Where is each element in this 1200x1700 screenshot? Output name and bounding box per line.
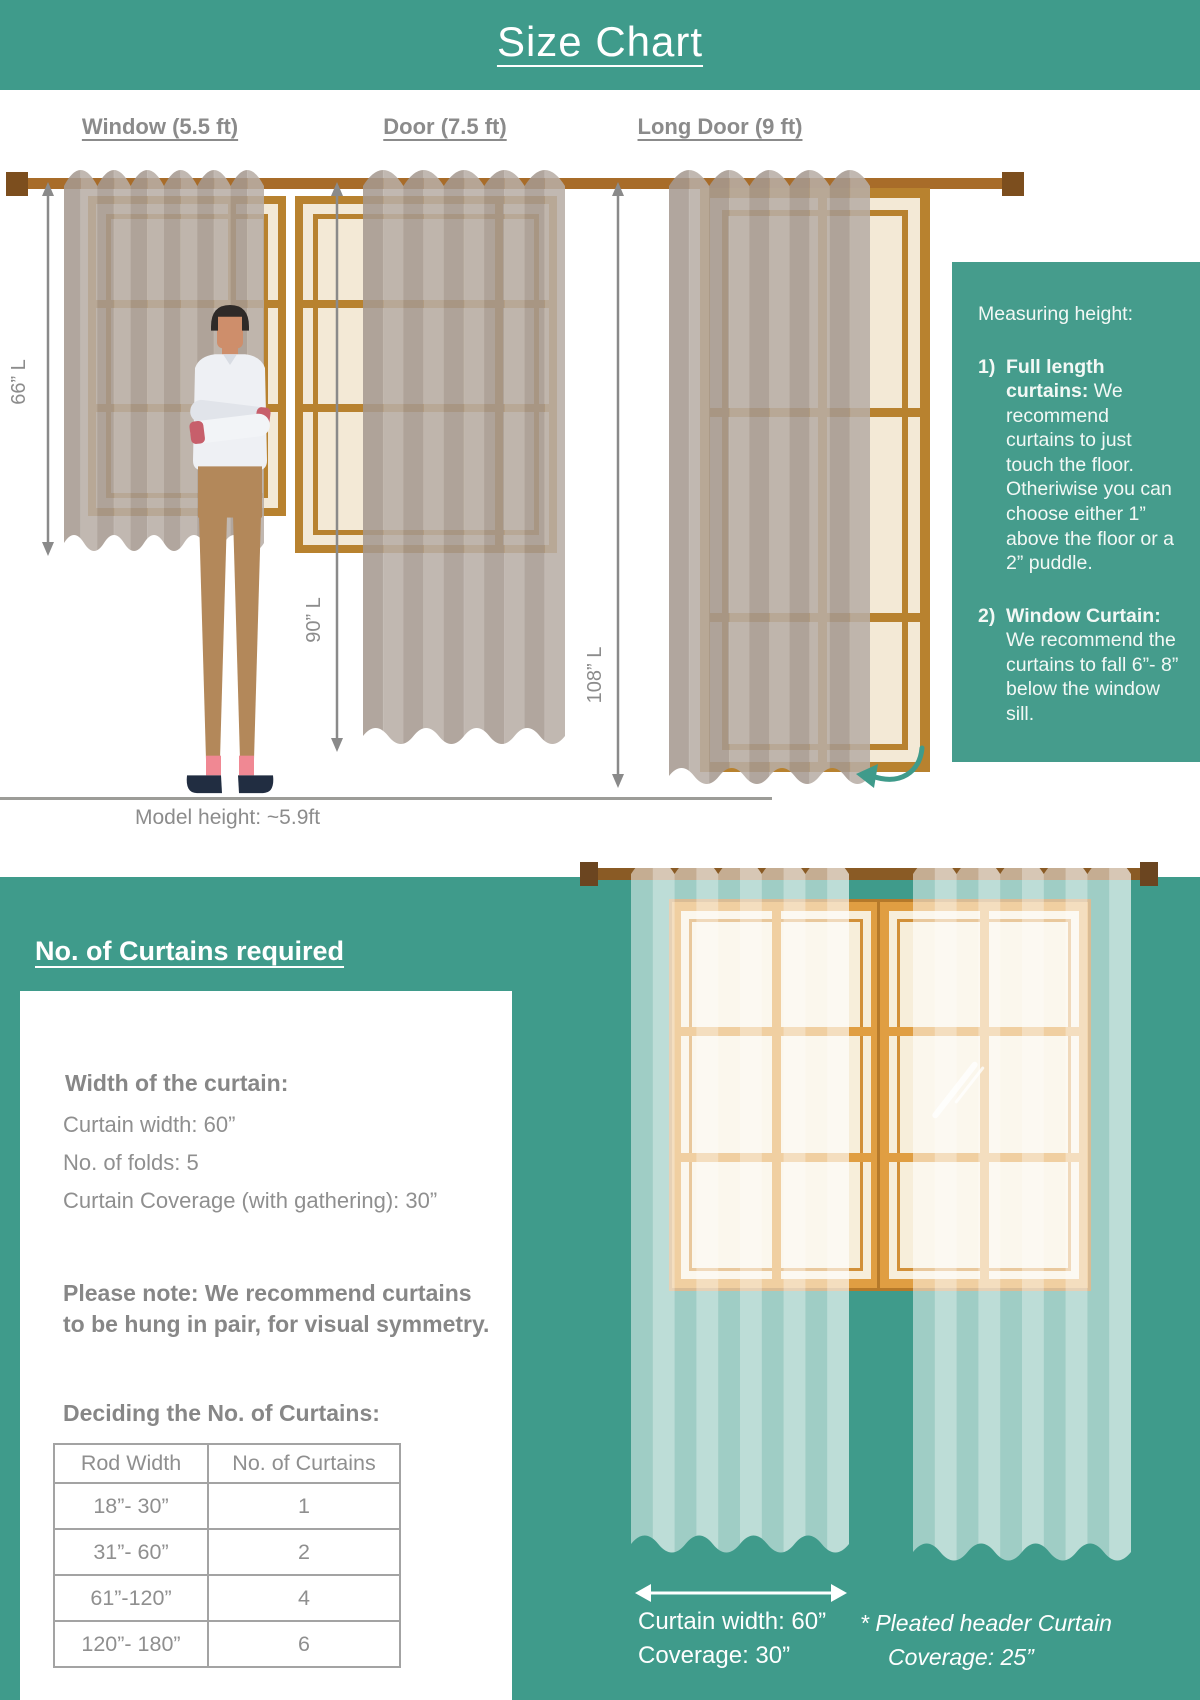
curved-arrow-icon	[852, 740, 926, 792]
curtain-door-90	[363, 166, 565, 750]
curtains-required-heading: No. of Curtains required	[35, 936, 345, 966]
floor-line	[0, 797, 772, 800]
table-title: Deciding the No. of Curtains:	[63, 1400, 380, 1426]
rod-width-cell: 18”- 30”	[54, 1483, 208, 1529]
measuring-box	[952, 262, 1200, 762]
curtain-count-cell: 6	[208, 1621, 400, 1667]
bottom-rod-finial-left	[580, 862, 598, 886]
table-row	[54, 1529, 400, 1575]
curtain-count-cell: 2	[208, 1529, 400, 1575]
measuring-title: Measuring height:	[978, 303, 1134, 325]
page-title: Size Chart	[496, 18, 704, 65]
item-2-text: We recommend the curtains to fall 6”- 8” below the window sill.	[1006, 629, 1179, 725]
spec-curtain-width: Curtain width: 60”	[63, 1112, 236, 1137]
height-arrow-66-icon	[39, 182, 57, 556]
rod-finial-right	[1002, 172, 1024, 196]
curtain-count-cell: 1	[208, 1483, 400, 1529]
figure-label-long-door: Long Door (9 ft)	[637, 114, 803, 139]
rod-finial-left	[6, 172, 28, 196]
rod-width-cell: 61”-120”	[54, 1575, 208, 1621]
height-label-108: 108” L	[584, 646, 606, 704]
sheer-curtain-left	[631, 854, 849, 1560]
curtain-count-cell: 4	[208, 1575, 400, 1621]
width-caption-line2: Coverage: 30”	[638, 1642, 791, 1669]
header-rod-width: Rod Width	[54, 1444, 208, 1483]
height-arrow-90-icon	[328, 182, 346, 752]
item-1-number: 1)	[978, 355, 996, 378]
spec-folds: No. of folds: 5	[63, 1150, 199, 1175]
model-illustration	[165, 305, 295, 797]
measuring-item-1	[978, 355, 1182, 576]
pleated-note-line2: Coverage: 25”	[888, 1644, 1034, 1670]
width-title: Width of the curtain:	[65, 1070, 289, 1096]
item-2-number: 2)	[978, 604, 996, 627]
sheer-curtain-right-pleated	[913, 854, 1131, 1568]
spec-coverage: Curtain Coverage (with gathering): 30”	[63, 1188, 438, 1213]
model-height-caption: Model height: ~5.9ft	[135, 806, 321, 829]
bottom-rod-finial-right	[1140, 862, 1158, 886]
table-row	[54, 1575, 400, 1621]
curtains-table	[53, 1443, 401, 1668]
pleated-note-line1: * Pleated header Curtain	[860, 1610, 1112, 1636]
header-no-of-curtains: No. of Curtains	[208, 1444, 400, 1483]
figure-label-window: Window (5.5 ft)	[81, 114, 239, 139]
pair-note: Please note: We recommend curtains to be hung in pair, for visual symmetry.	[63, 1280, 490, 1338]
rod-width-cell: 31”- 60”	[54, 1529, 208, 1575]
figure-label-door: Door (7.5 ft)	[383, 114, 507, 139]
height-label-66: 66” L	[8, 359, 30, 405]
measuring-item-2	[978, 604, 1182, 727]
height-arrow-108-icon	[609, 182, 627, 788]
width-arrow-icon	[635, 1580, 847, 1606]
rod-width-cell: 120”- 180”	[54, 1621, 208, 1667]
curtain-long-door-108	[669, 166, 870, 790]
height-label-90: 90” L	[303, 597, 325, 643]
item-2-bold: Window Curtain:	[1006, 604, 1161, 627]
item-1-text: We recommend curtains to just touch the floor. Otheriwise you can choose either 1” above the floor or a 2” puddle.	[1006, 380, 1175, 575]
item-1-bold: Full length curtains:	[1006, 355, 1105, 403]
width-caption-line1: Curtain width: 60”	[638, 1608, 827, 1635]
table-row	[54, 1621, 400, 1667]
table-header-row	[54, 1444, 400, 1483]
table-row	[54, 1483, 400, 1529]
